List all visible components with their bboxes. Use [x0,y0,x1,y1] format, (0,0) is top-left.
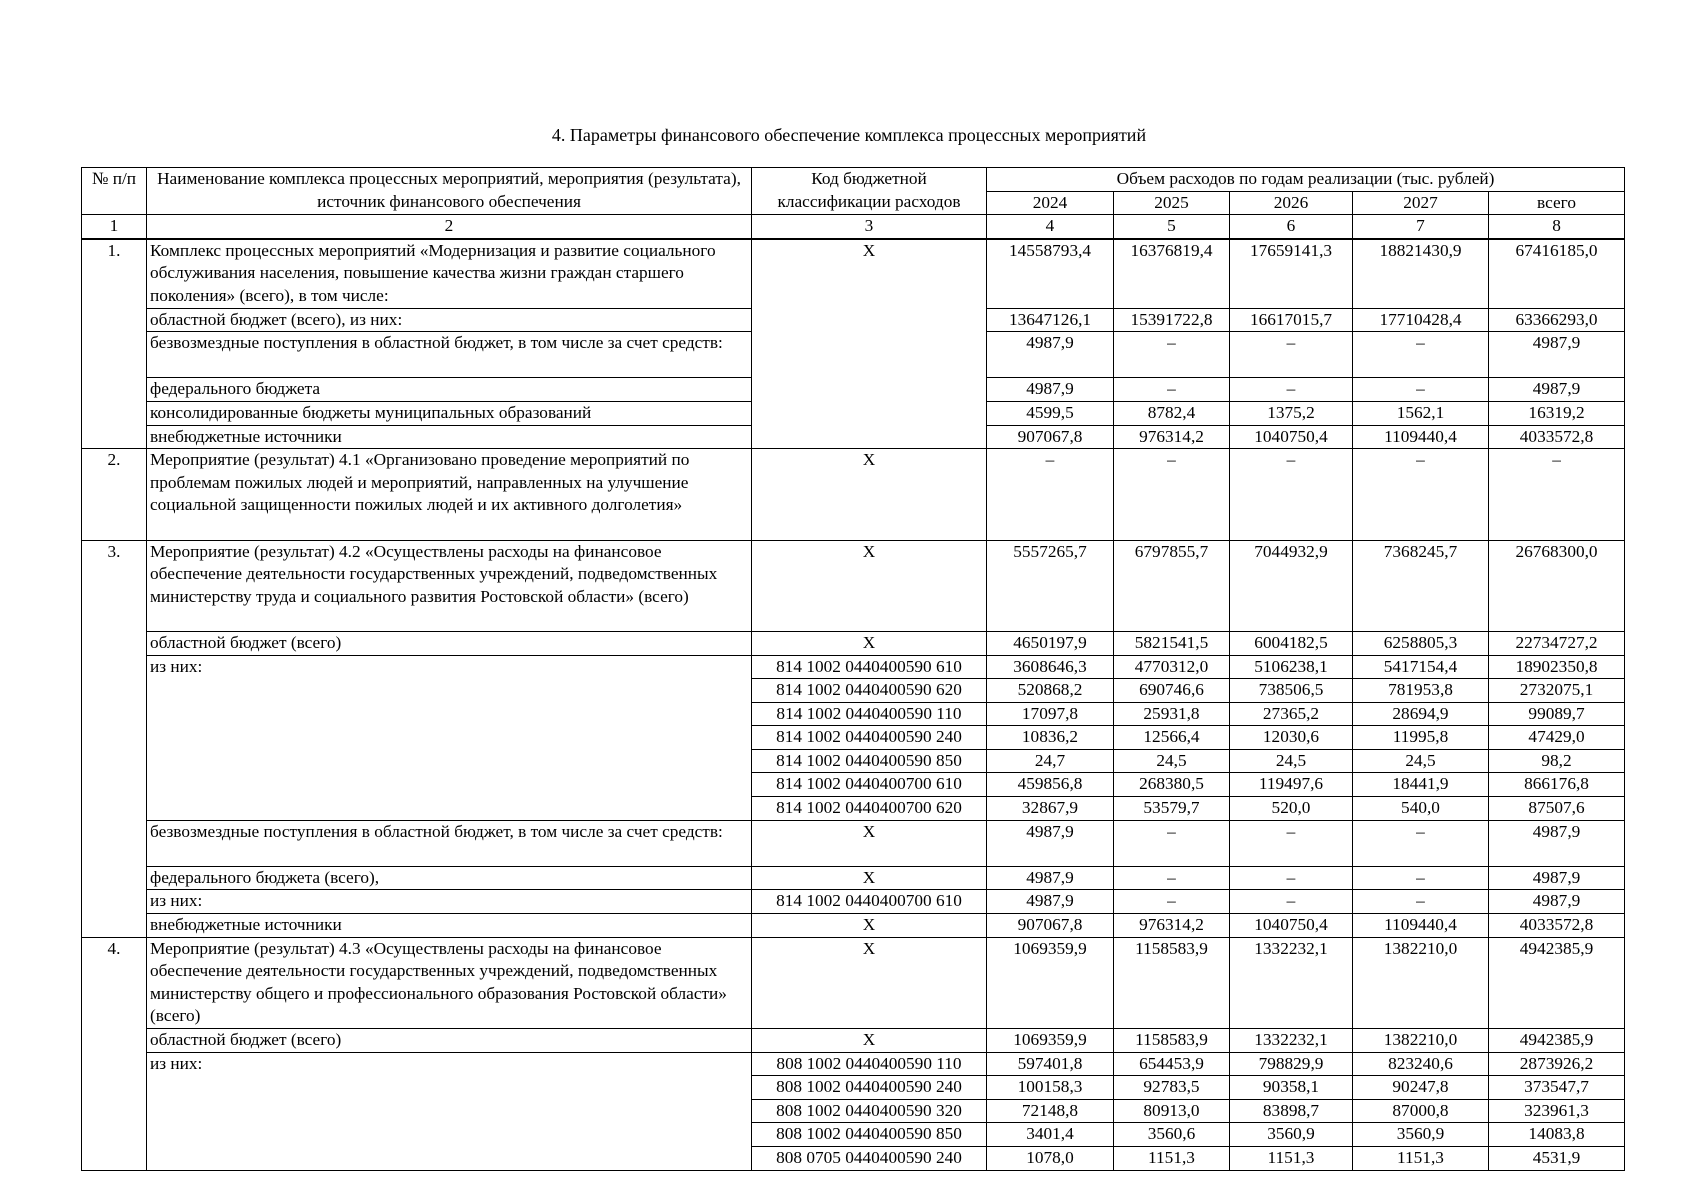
column-index: 5 [1114,215,1230,239]
row-value: – [1230,332,1353,378]
column-index: 8 [1489,215,1625,239]
row-value: – [1230,890,1353,914]
row-value: 17097,8 [987,702,1114,726]
table-row [82,401,1625,425]
row-value: 907067,8 [987,914,1114,938]
row-name [147,726,752,750]
row-value: 976314,2 [1114,425,1230,449]
row-name [147,1146,752,1170]
row-code: 814 1002 0440400590 610 [752,655,987,679]
table-row [82,749,1625,773]
row-value: 1069359,9 [987,1029,1114,1053]
row-code: Х [752,239,987,308]
row-value: – [1353,332,1489,378]
row-number [82,425,147,449]
row-number [82,1146,147,1170]
row-value: 83898,7 [1230,1099,1353,1123]
row-code [752,378,987,402]
row-total: 4033572,8 [1489,425,1625,449]
row-number [82,378,147,402]
row-name: федерального бюджета [147,378,752,402]
row-value: 119497,6 [1230,773,1353,797]
row-value: 12030,6 [1230,726,1353,750]
row-value: 28694,9 [1353,702,1489,726]
row-value: 80913,0 [1114,1099,1230,1123]
row-value: 16376819,4 [1114,239,1230,308]
table-row [82,540,1625,631]
row-value: 11995,8 [1353,726,1489,750]
page-title: 4. Параметры финансового обеспечение комплекса процессных мероприятий [551,125,1147,145]
row-value: 1109440,4 [1353,914,1489,938]
row-value: 1382210,0 [1353,1029,1489,1053]
row-name: областной бюджет (всего) [147,631,752,655]
row-total: 47429,0 [1489,726,1625,750]
row-number [82,866,147,890]
column-index: 3 [752,215,987,239]
row-name: Мероприятие (результат) 4.1 «Организовано проведение мероприятий по проблемам пожилых людей и мероприятий, направленных на улучшение социальной защищенности пожилых людей и их активного долголетия» [147,449,752,540]
table-row [82,425,1625,449]
row-code [752,308,987,332]
row-code: Х [752,1029,987,1053]
row-value: 1158583,9 [1114,1029,1230,1053]
row-value: 72148,8 [987,1099,1114,1123]
row-value: 1332232,1 [1230,1029,1353,1053]
row-value: 92783,5 [1114,1076,1230,1100]
row-value: 459856,8 [987,773,1114,797]
row-value: 53579,7 [1114,797,1230,821]
column-index: 4 [987,215,1114,239]
row-code: 814 1002 0440400700 610 [752,890,987,914]
row-value: 32867,9 [987,797,1114,821]
row-total: 18902350,8 [1489,655,1625,679]
row-value: 15391722,8 [1114,308,1230,332]
row-value: 3560,6 [1114,1123,1230,1147]
row-value: 24,5 [1353,749,1489,773]
row-value: – [1114,820,1230,866]
row-value: 17710428,4 [1353,308,1489,332]
table-body [82,168,1625,1171]
table-row [82,679,1625,703]
row-code: Х [752,540,987,631]
row-value: 4987,9 [987,332,1114,378]
row-name [147,773,752,797]
row-value: 5106238,1 [1230,655,1353,679]
row-value: 4987,9 [987,890,1114,914]
row-number [82,726,147,750]
row-value: 5821541,5 [1114,631,1230,655]
row-value: 18821430,9 [1353,239,1489,308]
row-number [82,773,147,797]
row-value: – [1230,866,1353,890]
row-value: 4987,9 [987,866,1114,890]
row-name [147,1099,752,1123]
row-number [82,749,147,773]
table-row [82,308,1625,332]
row-total: 4033572,8 [1489,914,1625,938]
row-name: областной бюджет (всего) [147,1029,752,1053]
row-value: 27365,2 [1230,702,1353,726]
row-total: 4987,9 [1489,890,1625,914]
row-number: 2. [82,449,147,540]
row-value: 1109440,4 [1353,425,1489,449]
row-value: 1332232,1 [1230,937,1353,1028]
table-row [82,866,1625,890]
row-total: 63366293,0 [1489,308,1625,332]
row-total: 4942385,9 [1489,937,1625,1028]
row-name: консолидированные бюджеты муниципальных образований [147,401,752,425]
row-name [147,1076,752,1100]
row-total: 99089,7 [1489,702,1625,726]
row-name [147,797,752,821]
row-value: 25931,8 [1114,702,1230,726]
header-volume: Объем расходов по годам реализации (тыс. рублей) [987,168,1625,192]
row-value: 3608646,3 [987,655,1114,679]
row-name: из них: [147,1052,752,1076]
row-name: безвозмездные поступления в областной бюджет, в том числе за счет средств: [147,820,752,866]
row-number: 1. [82,239,147,308]
header-total: всего [1489,191,1625,215]
row-code: Х [752,820,987,866]
row-value: 87000,8 [1353,1099,1489,1123]
row-value: – [1114,378,1230,402]
row-code: Х [752,449,987,540]
row-value: – [1230,449,1353,540]
header-year-2024: 2024 [987,191,1114,215]
row-value: 976314,2 [1114,914,1230,938]
row-value: 4650197,9 [987,631,1114,655]
row-value: 18441,9 [1353,773,1489,797]
row-value: 690746,6 [1114,679,1230,703]
table-row [82,702,1625,726]
table-row [82,1052,1625,1076]
row-total: 98,2 [1489,749,1625,773]
row-number [82,702,147,726]
row-total: 16319,2 [1489,401,1625,425]
row-name [147,702,752,726]
table-row [82,378,1625,402]
row-name: федерального бюджета (всего), [147,866,752,890]
row-value: 1158583,9 [1114,937,1230,1028]
row-number: 4. [82,937,147,1028]
row-value: 24,7 [987,749,1114,773]
row-value: 268380,5 [1114,773,1230,797]
row-value: – [1230,820,1353,866]
row-total: 4987,9 [1489,378,1625,402]
row-value: 520,0 [1230,797,1353,821]
row-value: 654453,9 [1114,1052,1230,1076]
row-value: 1562,1 [1353,401,1489,425]
row-value: – [1114,449,1230,540]
row-code: 814 1002 0440400700 610 [752,773,987,797]
row-name: Мероприятие (результат) 4.2 «Осуществлены расходы на финансовое обеспечение деятельности государственных учреждений, подведомственных министерству труда и социального развития Ростовской области» (всего) [147,540,752,631]
row-code: 814 1002 0440400700 620 [752,797,987,821]
row-number: 3. [82,540,147,631]
row-total: 4987,9 [1489,866,1625,890]
row-number [82,631,147,655]
header-num: № п/п [82,168,147,215]
row-number [82,820,147,866]
row-value: 738506,5 [1230,679,1353,703]
row-name: внебюджетные источники [147,425,752,449]
row-value: 1078,0 [987,1146,1114,1170]
row-code: 814 1002 0440400590 850 [752,749,987,773]
row-value: 3560,9 [1353,1123,1489,1147]
column-index: 7 [1353,215,1489,239]
row-value: 13647126,1 [987,308,1114,332]
row-value: 7044932,9 [1230,540,1353,631]
row-code: Х [752,937,987,1028]
row-value: 17659141,3 [1230,239,1353,308]
row-number [82,655,147,679]
row-number [82,1099,147,1123]
row-name: из них: [147,655,752,679]
row-value: – [1114,332,1230,378]
row-total: – [1489,449,1625,540]
row-number [82,1076,147,1100]
table-row [82,726,1625,750]
row-code: Х [752,631,987,655]
row-code: 814 1002 0440400590 620 [752,679,987,703]
row-value: 1151,3 [1230,1146,1353,1170]
row-number [82,797,147,821]
row-name [147,1123,752,1147]
row-total: 373547,7 [1489,1076,1625,1100]
row-total: 4531,9 [1489,1146,1625,1170]
table-row [82,820,1625,866]
table-row [82,332,1625,378]
table-row [82,914,1625,938]
row-value: 24,5 [1230,749,1353,773]
row-code: 808 1002 0440400590 850 [752,1123,987,1147]
table-row [82,1029,1625,1053]
row-value: 90358,1 [1230,1076,1353,1100]
row-value: 4770312,0 [1114,655,1230,679]
row-value: 14558793,4 [987,239,1114,308]
row-value: – [987,449,1114,540]
row-number [82,1123,147,1147]
row-number [82,1052,147,1076]
row-number [82,401,147,425]
row-value: – [1353,820,1489,866]
row-value: – [1114,890,1230,914]
table-row [82,449,1625,540]
row-value: 5417154,4 [1353,655,1489,679]
row-value: 90247,8 [1353,1076,1489,1100]
header-year-2025: 2025 [1114,191,1230,215]
row-value: 1375,2 [1230,401,1353,425]
row-value: 4987,9 [987,820,1114,866]
row-value: 1040750,4 [1230,425,1353,449]
header-year-2026: 2026 [1230,191,1353,215]
row-number [82,890,147,914]
row-value: 16617015,7 [1230,308,1353,332]
row-code: 808 1002 0440400590 110 [752,1052,987,1076]
row-value: 907067,8 [987,425,1114,449]
row-value: 1151,3 [1353,1146,1489,1170]
row-code: 814 1002 0440400590 240 [752,726,987,750]
row-value: 781953,8 [1353,679,1489,703]
row-value: – [1353,449,1489,540]
row-name: Комплекс процессных мероприятий «Модернизация и развитие социального обслуживания населения, повышение качества жизни граждан старшего поколения» (всего), в том числе: [147,239,752,308]
row-number [82,1029,147,1053]
row-value: 3401,4 [987,1123,1114,1147]
row-value: 4987,9 [987,378,1114,402]
row-code: Х [752,866,987,890]
column-index: 1 [82,215,147,239]
row-name [147,749,752,773]
header-code: Код бюджетной классификации расходов [752,168,987,215]
row-name [147,679,752,703]
row-value: – [1353,378,1489,402]
row-value: 6797855,7 [1114,540,1230,631]
row-value: 540,0 [1353,797,1489,821]
row-total: 866176,8 [1489,773,1625,797]
table-row [82,937,1625,1028]
table-row [82,239,1625,308]
row-value: 1382210,0 [1353,937,1489,1028]
row-total: 14083,8 [1489,1123,1625,1147]
row-code [752,401,987,425]
row-name: внебюджетные источники [147,914,752,938]
row-total: 4987,9 [1489,332,1625,378]
row-value: 100158,3 [987,1076,1114,1100]
row-value: – [1230,378,1353,402]
row-total: 4942385,9 [1489,1029,1625,1053]
row-total: 2873926,2 [1489,1052,1625,1076]
table-row [82,1123,1625,1147]
header-name: Наименование комплекса процессных мероприятий, мероприятия (результата), источник финансового обеспечения [147,168,752,215]
financing-table [81,167,1625,1171]
row-code: 808 1002 0440400590 320 [752,1099,987,1123]
row-code: 808 0705 0440400590 240 [752,1146,987,1170]
row-value: 1069359,9 [987,937,1114,1028]
table-row [82,773,1625,797]
header-year-2027: 2027 [1353,191,1489,215]
table-row [82,1076,1625,1100]
row-value: 6004182,5 [1230,631,1353,655]
row-total: 4987,9 [1489,820,1625,866]
row-number [82,914,147,938]
row-number [82,308,147,332]
row-value: – [1353,890,1489,914]
table-row [82,1146,1625,1170]
table-row [82,655,1625,679]
row-value: 798829,9 [1230,1052,1353,1076]
row-value: 520868,2 [987,679,1114,703]
row-value: 12566,4 [1114,726,1230,750]
row-total: 323961,3 [1489,1099,1625,1123]
row-value: 1040750,4 [1230,914,1353,938]
table-row [82,797,1625,821]
row-code: 814 1002 0440400590 110 [752,702,987,726]
row-value: 597401,8 [987,1052,1114,1076]
row-total: 22734727,2 [1489,631,1625,655]
row-value: 4599,5 [987,401,1114,425]
row-name: безвозмездные поступления в областной бюджет, в том числе за счет средств: [147,332,752,378]
table-row [82,1099,1625,1123]
row-number [82,332,147,378]
row-value: 10836,2 [987,726,1114,750]
row-code [752,332,987,378]
row-code [752,425,987,449]
row-value: 7368245,7 [1353,540,1489,631]
row-code: Х [752,914,987,938]
row-total: 26768300,0 [1489,540,1625,631]
row-total: 87507,6 [1489,797,1625,821]
row-total: 2732075,1 [1489,679,1625,703]
table-row [82,890,1625,914]
column-index: 6 [1230,215,1353,239]
row-value: – [1353,866,1489,890]
row-value: 8782,4 [1114,401,1230,425]
row-value: 5557265,7 [987,540,1114,631]
row-value: 3560,9 [1230,1123,1353,1147]
column-index: 2 [147,215,752,239]
row-value: 823240,6 [1353,1052,1489,1076]
row-code: 808 1002 0440400590 240 [752,1076,987,1100]
row-value: 24,5 [1114,749,1230,773]
row-number [82,679,147,703]
row-value: – [1114,866,1230,890]
row-name: из них: [147,890,752,914]
row-name: Мероприятие (результат) 4.3 «Осуществлены расходы на финансовое обеспечение деятельности государственных учреждений, подведомственных министерству общего и профессионального образования Ростовской области» (всего) [147,937,752,1028]
row-name: областной бюджет (всего), из них: [147,308,752,332]
row-value: 6258805,3 [1353,631,1489,655]
row-value: 1151,3 [1114,1146,1230,1170]
table-row [82,631,1625,655]
row-total: 67416185,0 [1489,239,1625,308]
